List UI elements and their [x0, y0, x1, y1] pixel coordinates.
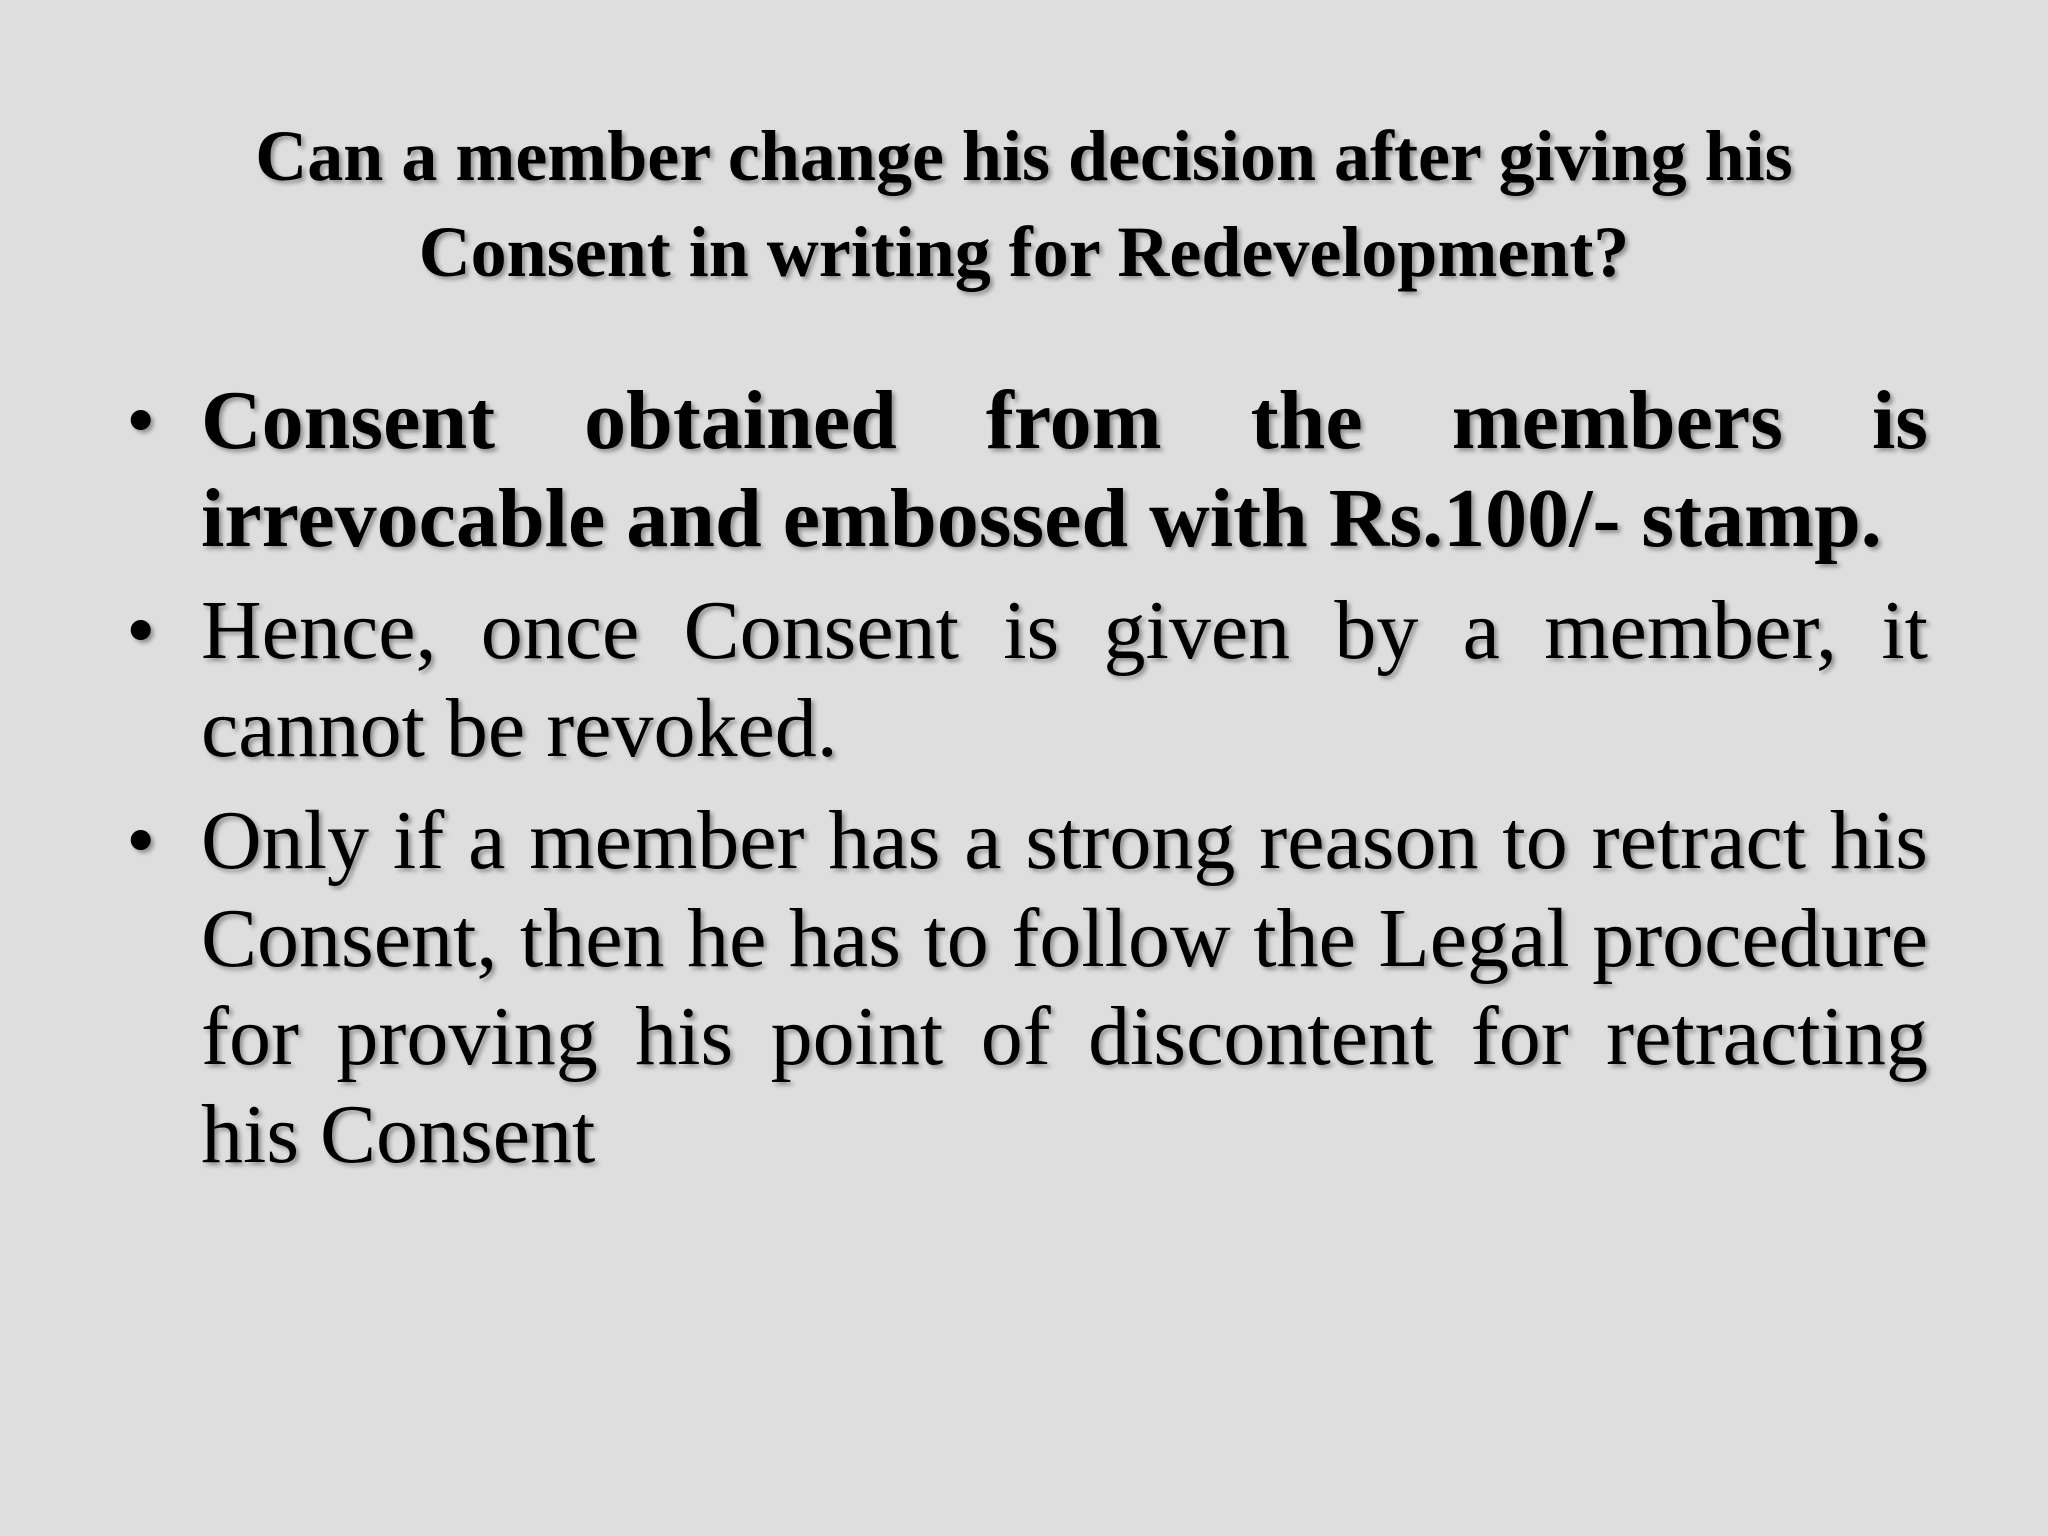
- slide-title: Can a member change his decision after giving his Consent in writing for Redevelopment?: [255, 116, 1793, 292]
- bullet-text: Hence, once Consent is given by a member, it cannot be revoked.: [201, 584, 1928, 775]
- bullet-item-1: [120, 372, 1928, 568]
- bullet-icon: •: [126, 374, 156, 467]
- bullet-item-3: [120, 792, 1928, 1184]
- bullet-list: [120, 372, 1928, 1198]
- bullet-text: Only if a member has a strong reason to retract his Consent, then he has to follow the Legal procedure for proving his point of discontent for retracting his Consent: [201, 794, 1928, 1181]
- bullet-text: Consent obtained from the members is irrevocable and embossed with Rs.100/- stamp.: [201, 374, 1928, 565]
- bullet-item-2: [120, 582, 1928, 778]
- bullet-icon: •: [126, 584, 156, 677]
- bullet-icon: •: [126, 794, 156, 887]
